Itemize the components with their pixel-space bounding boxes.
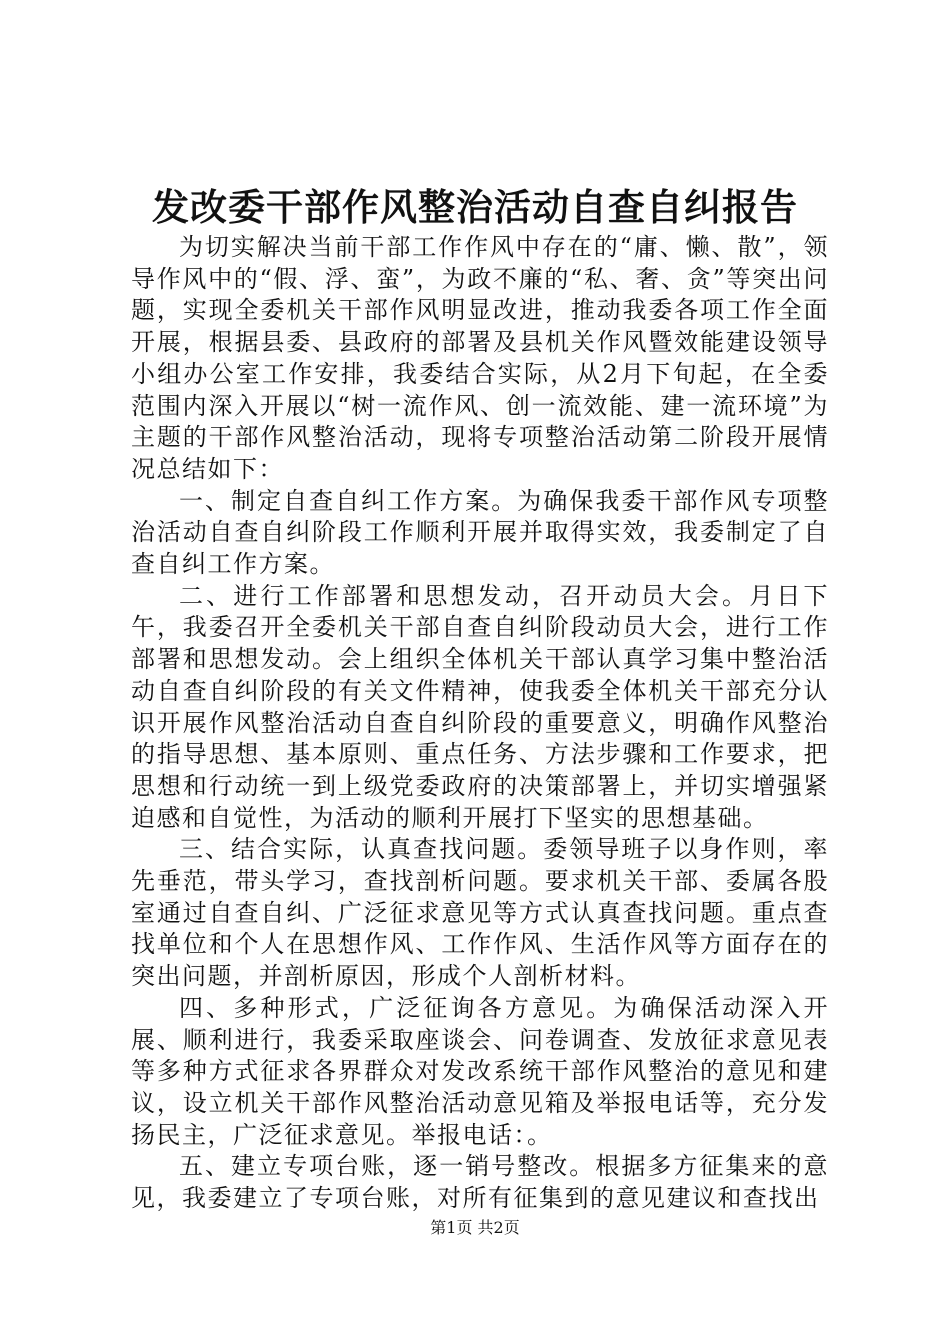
paragraph-section-1: 一、制定自查自纠工作方案。为确保我委干部作风专项整治活动自查自纠阶段工作顺利开展并取得实效，我委制定了自查自纠工作方案。 — [131, 486, 829, 579]
paragraph-section-3: 三、结合实际，认真查找问题。委领导班子以身作则，率先垂范，带头学习，查找剖析问题。要求机关干部、委属各股室通过自查自纠、广泛征求意见等方式认真查找问题。重点查找单位和个人在思想作风、工作作风、生活作风等方面存在的突出问题，并剖析原因，形成个人剖析材料。 — [131, 835, 829, 991]
document-title: 发改委干部作风整治活动自查自纠报告 — [152, 185, 798, 229]
paragraph-section-4: 四、多种形式，广泛征询各方意见。为确保活动深入开展、顺利进行，我委采取座谈会、问卷调查、发放征求意见表等多种方式征求各界群众对发改系统干部作风整治的意见和建议，设立机关干部作风整治活动意见箱及举报电话等，充分发扬民主，广泛征求意见。举报电话：。 — [131, 993, 829, 1149]
paragraph-section-5: 五、建立专项台账，逐一销号整改。根据多方征集来的意见，我委建立了专项台账，对所有征集到的意见建议和查找出 — [131, 1152, 829, 1213]
paragraph-section-2: 二、进行工作部署和思想发动，召开动员大会。月日下午，我委召开全委机关干部自查自纠阶段动员大会，进行工作部署和思想发动。会上组织全体机关干部认真学习集中整治活动自查自纠阶段的有关文件精神，使我委全体机关干部充分认识开展作风整治活动自查自纠阶段的重要意义，明确作风整治的指导思想、基本原则、重点任务、方法步骤和工作要求，把思想和行动统一到上级党委政府的决策部署上，并切实增强紧迫感和自觉性，为活动的顺利开展打下坚实的思想基础。 — [131, 581, 829, 832]
document-body — [131, 232, 829, 1215]
page-footer: 第1页 共2页 — [430, 1218, 520, 1237]
paragraph-intro: 为切实解决当前干部工作作风中存在的“庸、懒、散”，领导作风中的“假、浮、蛮”，为政不廉的“私、奢、贪”等突出问题，实现全委机关干部作风明显改进，推动我委各项工作全面开展，根据县委、县政府的部署及县机关作风暨效能建设领导小组办公室工作安排，我委结合实际，从2月下旬起，在全委范围内深入开展以“树一流作风、创一流效能、建一流环境”为主题的干部作风整治活动，现将专项整治活动第二阶段开展情况总结如下： — [131, 233, 829, 483]
